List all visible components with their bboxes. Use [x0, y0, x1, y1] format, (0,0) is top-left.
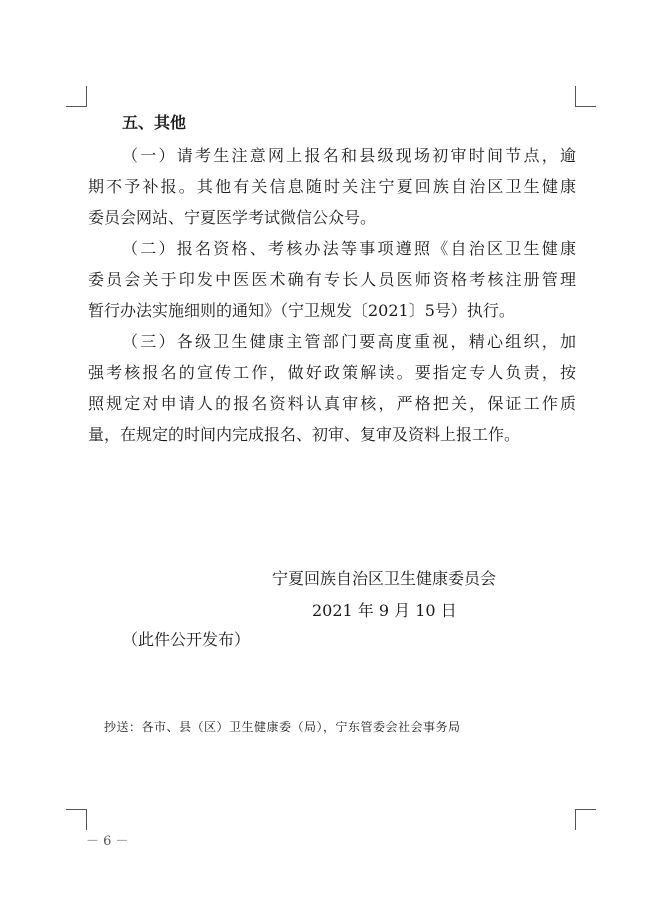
cc-line: 抄送：各市、县（区）卫生健康委（局），宁东管委会社会事务局	[104, 720, 461, 734]
paragraph-line: 强考核报名的宣传工作，做好政策解读。要指定专人负责，按	[88, 363, 576, 382]
crop-mark-bottom-right	[575, 809, 596, 830]
paragraph-1	[88, 140, 576, 233]
paragraph-line: （三）各级卫生健康主管部门要高度重视，精心组织，加	[122, 332, 576, 351]
paragraph-line: （二）报名资格、考核办法等事项遵照《自治区卫生健康	[122, 239, 576, 258]
paragraph-line: 量，在规定的时间内完成报名、初审、复审及资料上报工作。	[88, 425, 521, 444]
section-heading: 五、其他	[122, 113, 187, 132]
paragraph-3	[88, 326, 576, 450]
paragraph-line: 期不予补报。其他有关信息随时关注宁夏回族自治区卫生健康	[88, 177, 576, 196]
signing-organization: 宁夏回族自治区卫生健康委员会	[272, 569, 497, 588]
crop-mark-top-left	[66, 86, 87, 107]
paragraph-line: 暂行办法实施细则的通知》（宁卫规发〔2021〕5号）执行。	[88, 301, 515, 320]
paragraph-2	[88, 233, 576, 326]
crop-mark-bottom-left	[66, 809, 87, 830]
paragraph-line: 委员会网站、宁夏医学考试微信公众号。	[88, 208, 377, 227]
paragraph-line: 委员会关于印发中医医术确有专长人员医师资格考核注册管理	[88, 270, 576, 289]
paragraph-line: 照规定对申请人的报名资料认真审核，严格把关，保证工作质	[88, 394, 576, 413]
signing-date: 2021 年 9 月 10 日	[312, 601, 457, 620]
paragraph-line: （一）请考生注意网上报名和县级现场初审时间节点，逾	[122, 146, 576, 165]
publish-note: （此件公开发布）	[122, 630, 251, 649]
crop-mark-top-right	[575, 86, 596, 107]
page-number: － 6 －	[86, 834, 129, 849]
